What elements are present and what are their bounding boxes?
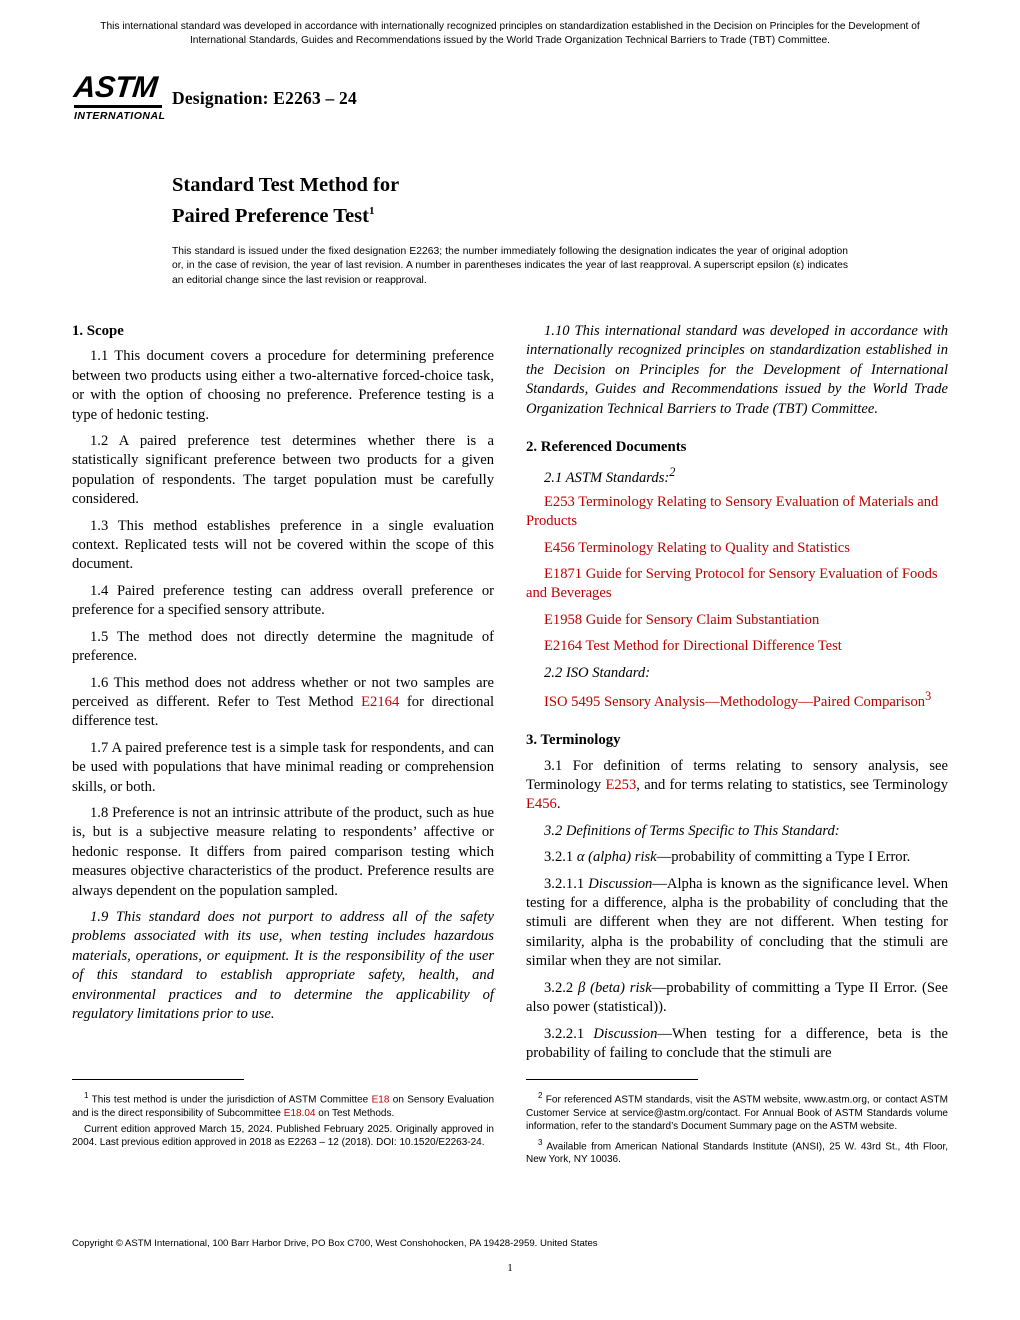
footnote-3 — [526, 1136, 948, 1167]
footnote-2-text: For referenced ASTM standards, visit the ASTM website, www.astm.org, or contact ASTM Customer Service at service@astm.org/contact. For Annual Book of ASTM Standards volume information, refer to the standard’s Document Summary page on the ASTM website. — [526, 1094, 948, 1132]
reference-title-e456[interactable]: Terminology Relating to Quality and Statistics — [578, 539, 850, 556]
discussion-label-beta: Discussion — [593, 1025, 658, 1042]
paragraph-3-2-1-1 — [526, 875, 948, 979]
link-e456-term[interactable]: E456 — [526, 796, 557, 813]
astm-logo-wordmark: ASTM — [72, 71, 159, 104]
astm-standards-list — [526, 493, 948, 664]
link-e2164[interactable]: E2164 — [361, 693, 400, 710]
astm-standards-label — [526, 463, 948, 492]
paragraph-3-2-1-number: 3.2.1 — [544, 849, 577, 866]
reference-title-e1871[interactable]: Guide for Serving Protocol for Sensory Evaluation of Foods and Beverages — [526, 565, 938, 602]
paragraph-1-9: 1.9 This standard does not purport to address all of the safety problems associated with its use, when testing includes hazardous materials, operations, or equipment. It is the responsibility of the user of this standard to establish appropriate safety, health, and environmental practices and to determine the applicability of regulatory limitations prior to use. — [72, 908, 494, 1022]
footnote-3-text: Available from American National Standards Institute (ANSI), 25 W. 43rd St., 4th Floor, New York, NY 10036. — [526, 1141, 949, 1166]
footnote-current-edition: Current edition approved March 15, 2024. Published February 2025. Originally approved in 2004. Last previous edition approved in 2018 as E2263 – 12 (2018). DOI: 10.1520/E2263-24. — [72, 1123, 494, 1148]
paragraph-3-2-2-1-number: 3.2.2.1 — [544, 1025, 594, 1042]
paragraph-3-2: 3.2 Definitions of Terms Specific to This Standard: — [544, 822, 840, 839]
paragraph-3-2-2-number: 3.2.2 — [544, 979, 579, 996]
footnote-1-pre: This test method is under the jurisdiction of ASTM Committee — [91, 1094, 372, 1106]
footnote-2 — [526, 1089, 948, 1133]
reference-e1958 — [526, 611, 948, 637]
paragraph-3-2-1-text: —probability of committing a Type I Error. — [656, 849, 911, 866]
reference-iso-5495 — [526, 687, 948, 719]
paragraph-1-4: 1.4 Paired preference testing can address overall preference or preference for a specified sensory attribute. — [72, 582, 494, 619]
reference-e253 — [526, 493, 948, 539]
paragraph-1-5: 1.5 The method does not directly determine the magnitude of preference. — [72, 628, 494, 665]
term-beta-risk: β (beta) risk — [578, 979, 652, 996]
paragraph-3-1-c: . — [556, 796, 561, 813]
paragraph-3-1-b: , and for terms relating to statistics, see Terminology — [636, 777, 948, 794]
right-column — [526, 322, 948, 1070]
link-e253-term[interactable]: E253 — [605, 777, 637, 794]
astm-logo — [74, 72, 166, 144]
section-heading-scope: 1. Scope — [72, 323, 124, 339]
paragraph-1-3: 1.3 This method establishes preference in a single evaluation context. Replicated tests will not be covered within the scope of this document. — [72, 517, 494, 573]
paragraph-3-1-a: 3.1 For definition of terms relating to sensory analysis, see Terminology — [526, 757, 948, 794]
link-e1871[interactable]: E1871 — [544, 565, 583, 582]
paragraph-1-7: 1.7 A paired preference test is a simple task for respondents, and can be used with populations that have minimal reading or comprehension skills, or both. — [72, 739, 494, 795]
tbt-notice: This international standard was developed in accordance with internationally recognized principles on standardization established in the Decision on Principles for the Development of International Standards, Guides and Recommendations issued by the World Trade Organization Technical Barriers to Trade (TBT) Committee. — [100, 21, 920, 46]
footnotes-right — [526, 1089, 948, 1170]
paragraph-3-2-2 — [526, 979, 948, 1025]
astm-standards-label-text: 2.1 ASTM Standards: — [544, 470, 670, 487]
astm-standards-footnote-marker: 2 — [669, 465, 676, 480]
reference-e2164 — [526, 637, 948, 663]
title-line-2: Paired Preference Test — [172, 204, 369, 227]
issue-note: This standard is issued under the fixed designation E2263; the number immediately following the designation indicates the year of original adoption or, in the case of revision, the year of last revision. A number in parentheses indicates the year of last reapproval. A superscript epsilon (ε) indicates an editorial change since the last revision or reapproval. — [172, 246, 848, 286]
title-footnote-marker: 1 — [368, 205, 375, 217]
astm-logo-rule — [74, 105, 162, 108]
footnote-1-marker: 1 — [84, 1091, 89, 1100]
link-e1958[interactable]: E1958 — [544, 611, 583, 628]
paragraph-1-6 — [72, 674, 494, 739]
paragraph-3-2-2-1-text: —When testing for a difference, beta is the probability of failing to conclude that the stimuli are — [526, 1025, 948, 1061]
designation: Designation: E2263 – 24 — [172, 88, 357, 108]
reference-title-e2164[interactable]: Test Method for Directional Difference Test — [585, 638, 842, 655]
page-title — [172, 172, 772, 229]
link-e18-04[interactable]: E18.04 — [283, 1107, 316, 1119]
reference-e456 — [526, 539, 948, 565]
paragraph-1-6-text-pre: 1.6 This method does not address whether or not two samples are perceived as different. Refer to Test Method — [72, 674, 494, 710]
copyright-notice: Copyright © ASTM International, 100 Barr Harbor Drive, PO Box C700, West Conshohocken, PA 19428-2959. United States — [72, 1238, 598, 1249]
page-number: 1 — [507, 1262, 513, 1274]
section-heading-terminology: 3. Terminology — [526, 732, 621, 749]
paragraph-3-2-1-1-text: —Alpha is known as the significance level. When testing for a difference, alpha is the probability of concluding that the stimuli are different when they are not different. When testing for similarity, alpha is the probability of concluding that the stimuli are similar when they are not similar. — [526, 875, 949, 970]
footnotes-left — [72, 1089, 494, 1152]
link-iso-5495[interactable]: ISO 5495 — [544, 693, 601, 710]
paragraph-3-2-1 — [526, 848, 948, 874]
footnote-1-mid: on Sensory Evaluation and is the direct responsibility of Subcommittee — [72, 1094, 495, 1119]
footnote-rule-left — [72, 1079, 244, 1080]
term-alpha-risk: α (alpha) risk — [576, 849, 657, 866]
reference-title-e253[interactable]: Terminology Relating to Sensory Evaluation of Materials and Products — [526, 493, 939, 530]
paragraph-1-2: 1.2 A paired preference test determines whether there is a statistically significant preference between two products for a given population of respondents. The target population must be carefully considered. — [72, 433, 494, 508]
reference-e1871 — [526, 565, 948, 611]
left-column — [72, 322, 494, 1031]
reference-title-iso-5495[interactable]: Sensory Analysis—Methodology—Paired Comparison — [604, 693, 926, 710]
paragraph-3-2-2-text: —probability of committing a Type II Error. (See also power (statistical)). — [526, 979, 948, 1016]
paragraph-3-1 — [526, 757, 948, 822]
paragraph-1-8: 1.8 Preference is not an intrinsic attribute of the product, such as hue is, but is a subjective measure relating to respondents’ affective or hedonic response. It differs from paired comparison testing which measures objective characteristics of the product. Preference results are always dependent on the population sampled. — [72, 804, 494, 899]
footnote-rule-right — [526, 1079, 698, 1080]
link-e253[interactable]: E253 — [544, 493, 575, 510]
astm-logo-subtext: INTERNATIONAL — [74, 110, 166, 122]
paragraph-1-6-text-post: for directional difference test. — [72, 693, 494, 730]
paragraph-3-2-1-1-number: 3.2.1.1 — [544, 875, 589, 892]
iso-standard-label: 2.2 ISO Standard: — [544, 664, 651, 681]
paragraph-1-10: 1.10 This international standard was developed in accordance with internationally recognized principles on standardization established in the Decision on Principles for the Development of International Standards, Guides and Recommendations issued by the World Trade Organization Technical Barriers to Trade (TBT) Committee. — [526, 323, 948, 417]
discussion-label-alpha: Discussion — [588, 875, 653, 892]
footnote-1 — [72, 1089, 494, 1120]
paragraph-1-1: 1.1 This document covers a procedure for determining preference between two products using either a two-alternative forced-choice task, or with the option of choosing no preference. Preference testing is a type of hedonic testing. — [72, 348, 494, 423]
iso-footnote-marker: 3 — [925, 688, 932, 703]
title-line-1: Standard Test Method for — [172, 174, 400, 196]
footnote-3-marker: 3 — [538, 1137, 543, 1147]
link-e456[interactable]: E456 — [544, 539, 575, 556]
link-e18[interactable]: E18 — [371, 1094, 390, 1106]
link-e2164-ref[interactable]: E2164 — [544, 638, 583, 655]
section-heading-referenced-documents: 2. Referenced Documents — [526, 439, 687, 456]
footnote-2-marker: 2 — [538, 1091, 543, 1100]
reference-title-e1958[interactable]: Guide for Sensory Claim Substantiation — [585, 611, 820, 628]
footnote-1-post: on Test Methods. — [315, 1107, 395, 1119]
paragraph-3-2-2-1 — [526, 1025, 948, 1071]
